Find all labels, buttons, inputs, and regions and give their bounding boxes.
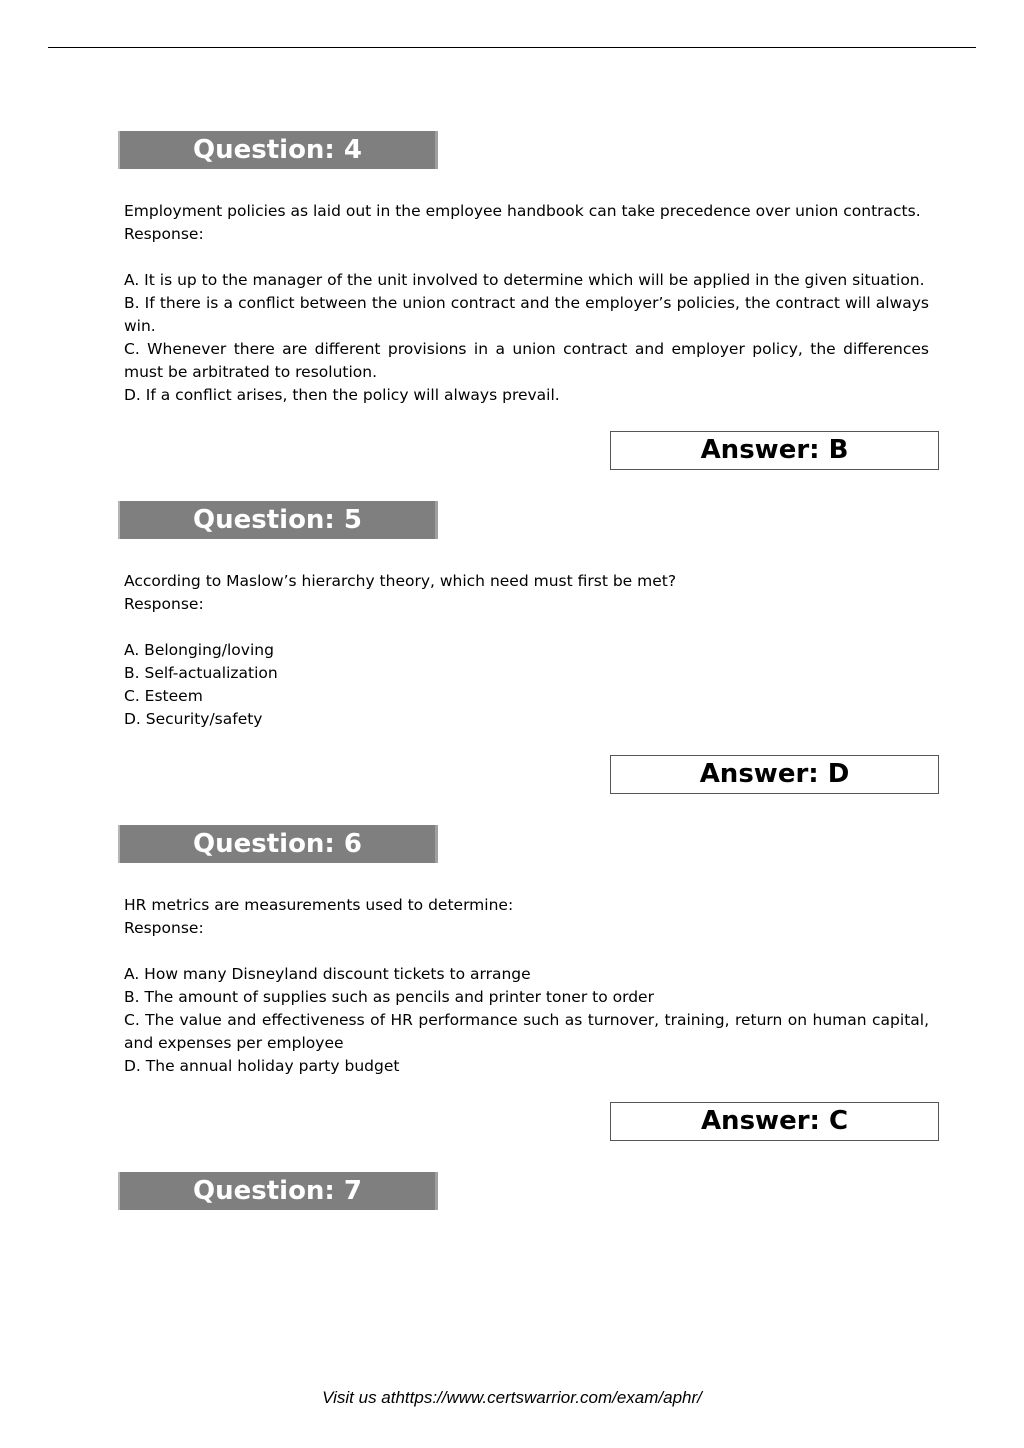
response-label: Response: <box>124 595 204 613</box>
option-d: D. The annual holiday party budget <box>124 1057 400 1075</box>
answer-5-box: Answer: D <box>610 755 939 794</box>
footer-link-text: Visit us athttps://www.certswarrior.com/exam/aphr/ <box>322 1388 702 1407</box>
answer-6-box: Answer: C <box>610 1102 939 1141</box>
question-5-header: Question: 5 <box>118 501 438 539</box>
option-c: C. The value and effectiveness of HR performance such as turnover, training, return on human capital, and expenses per employee <box>124 1011 929 1052</box>
option-a: A. How many Disneyland discount tickets to arrange <box>124 965 531 983</box>
question-4-header: Question: 4 <box>118 131 438 169</box>
question-6-body <box>124 894 929 1078</box>
option-a: A. It is up to the manager of the unit involved to determine which will be applied in the given situation. <box>124 271 925 289</box>
option-d: D. If a conflict arises, then the policy will always prevail. <box>124 386 560 404</box>
option-b: B. The amount of supplies such as pencils and printer toner to order <box>124 988 654 1006</box>
question-6-header: Question: 6 <box>118 825 438 863</box>
question-text: Employment policies as laid out in the employee handbook can take precedence over union contracts. <box>124 202 921 220</box>
question-4-body <box>124 200 929 407</box>
question-5-body <box>124 570 929 731</box>
option-c: C. Esteem <box>124 687 203 705</box>
question-7-header: Question: 7 <box>118 1172 438 1210</box>
header-rule <box>48 47 976 48</box>
option-b: B. If there is a conflict between the union contract and the employer’s policies, the contract will always win. <box>124 294 929 335</box>
option-c: C. Whenever there are different provisions in a union contract and employer policy, the differences must be arbitrated to resolution. <box>124 340 929 381</box>
question-text: HR metrics are measurements used to determine: <box>124 896 514 914</box>
response-label: Response: <box>124 919 204 937</box>
option-d: D. Security/safety <box>124 710 263 728</box>
answer-4-box: Answer: B <box>610 431 939 470</box>
response-label: Response: <box>124 225 204 243</box>
question-text: According to Maslow’s hierarchy theory, which need must first be met? <box>124 572 677 590</box>
option-a: A. Belonging/loving <box>124 641 274 659</box>
option-b: B. Self-actualization <box>124 664 278 682</box>
